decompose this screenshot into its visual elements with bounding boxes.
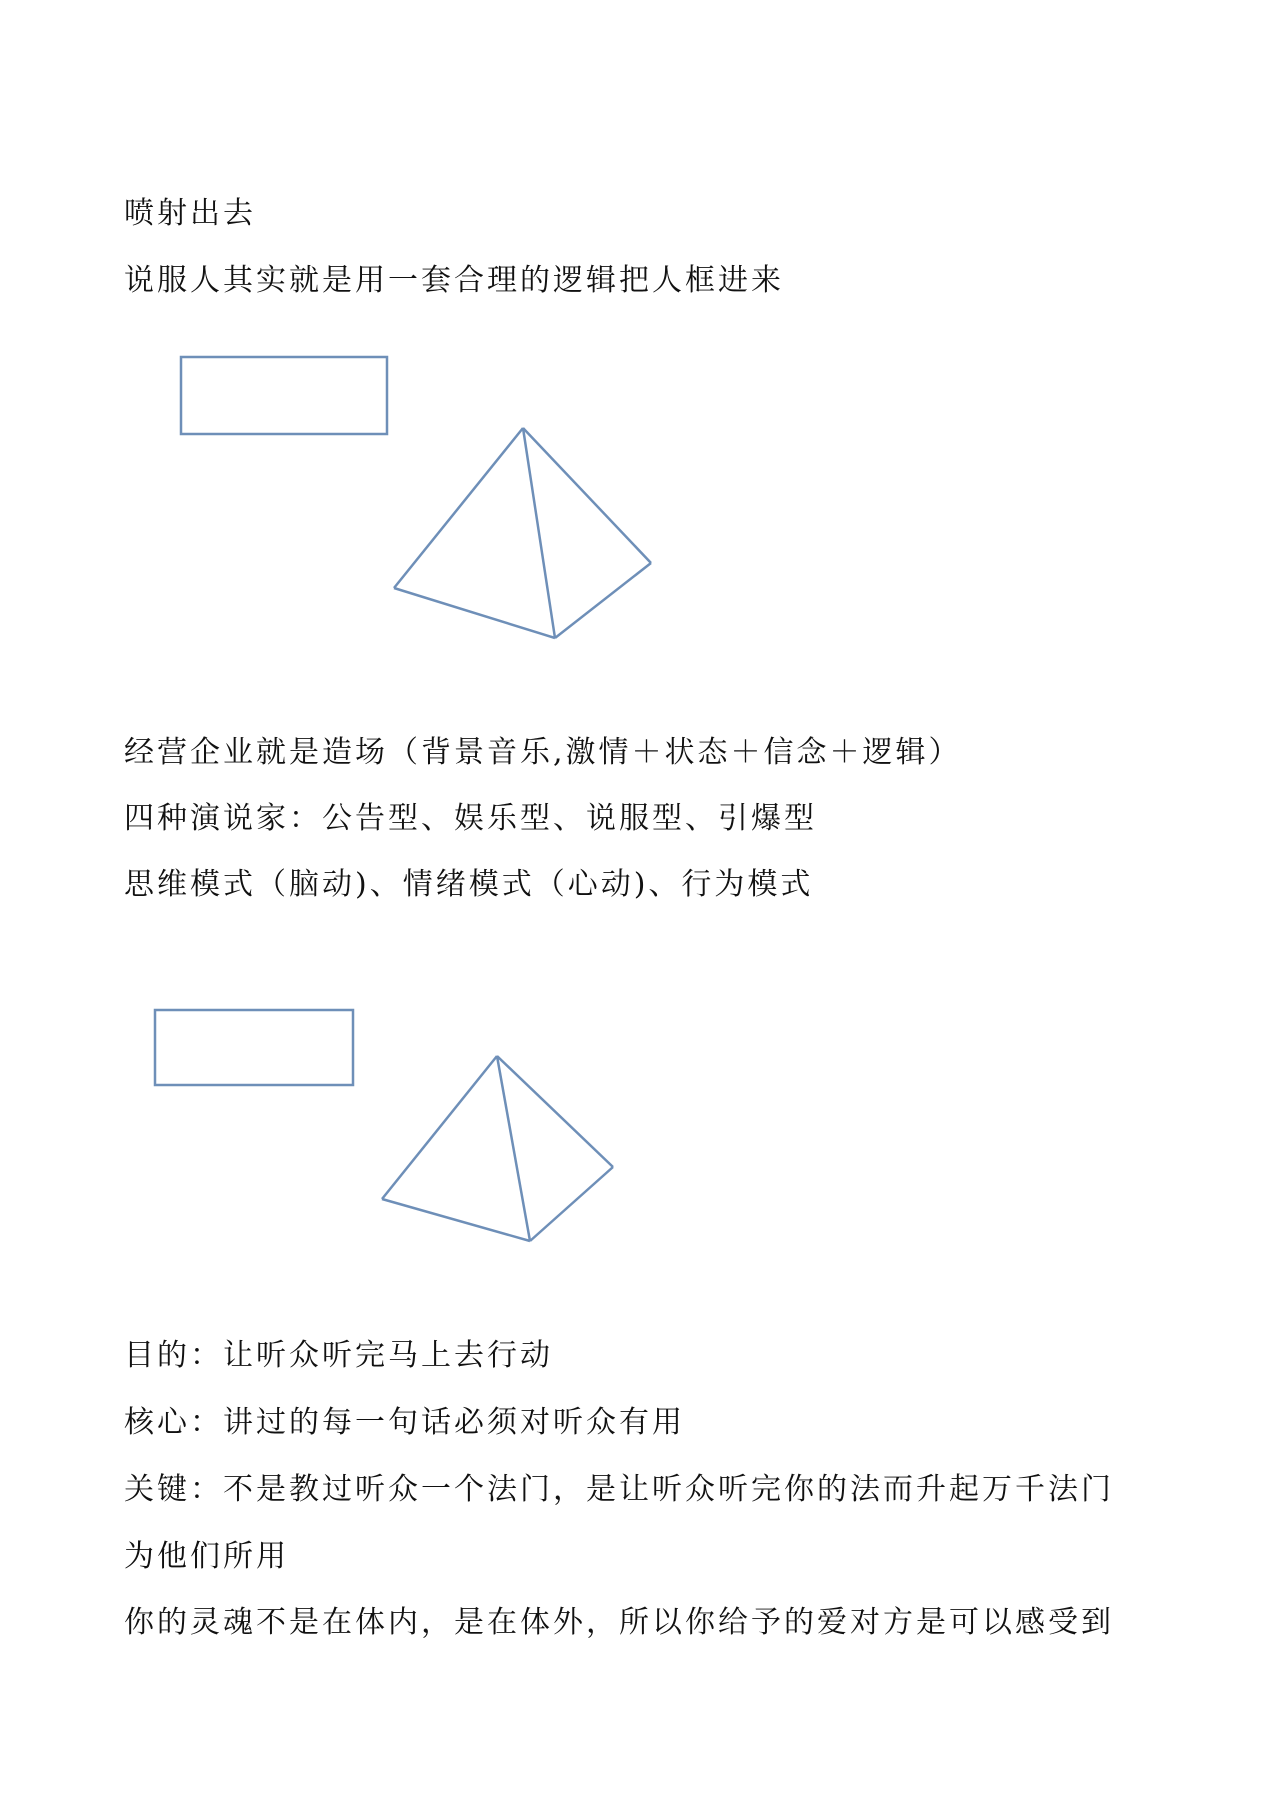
text-line: 核心：讲过的每一句话必须对听众有用 <box>124 1405 685 1440</box>
pyramid-figure-1 <box>394 428 651 638</box>
text-line: 喷射出去 <box>124 196 256 231</box>
text-line: 说服人其实就是用一套合理的逻辑把人框进来 <box>124 263 784 298</box>
text-line: 思维模式（脑动)、情绪模式（心动)、行为模式 <box>124 867 814 902</box>
text-line: 关键：不是教过听众一个法门，是让听众听完你的法而升起万千法门 <box>124 1472 1114 1507</box>
text-line: 目的：让听众听完马上去行动 <box>124 1338 553 1373</box>
pyramid-figure-2 <box>382 1056 613 1241</box>
text-line: 为他们所用 <box>124 1539 289 1574</box>
text-line: 经营企业就是造场（背景音乐,激情＋状态＋信念＋逻辑） <box>124 735 962 770</box>
text-line: 你的灵魂不是在体内，是在体外，所以你给予的爱对方是可以感受到 <box>124 1605 1114 1640</box>
text-line: 四种演说家：公告型、娱乐型、说服型、引爆型 <box>124 801 817 836</box>
empty-rectangle-1 <box>181 357 387 434</box>
empty-rectangle-2 <box>155 1010 353 1085</box>
